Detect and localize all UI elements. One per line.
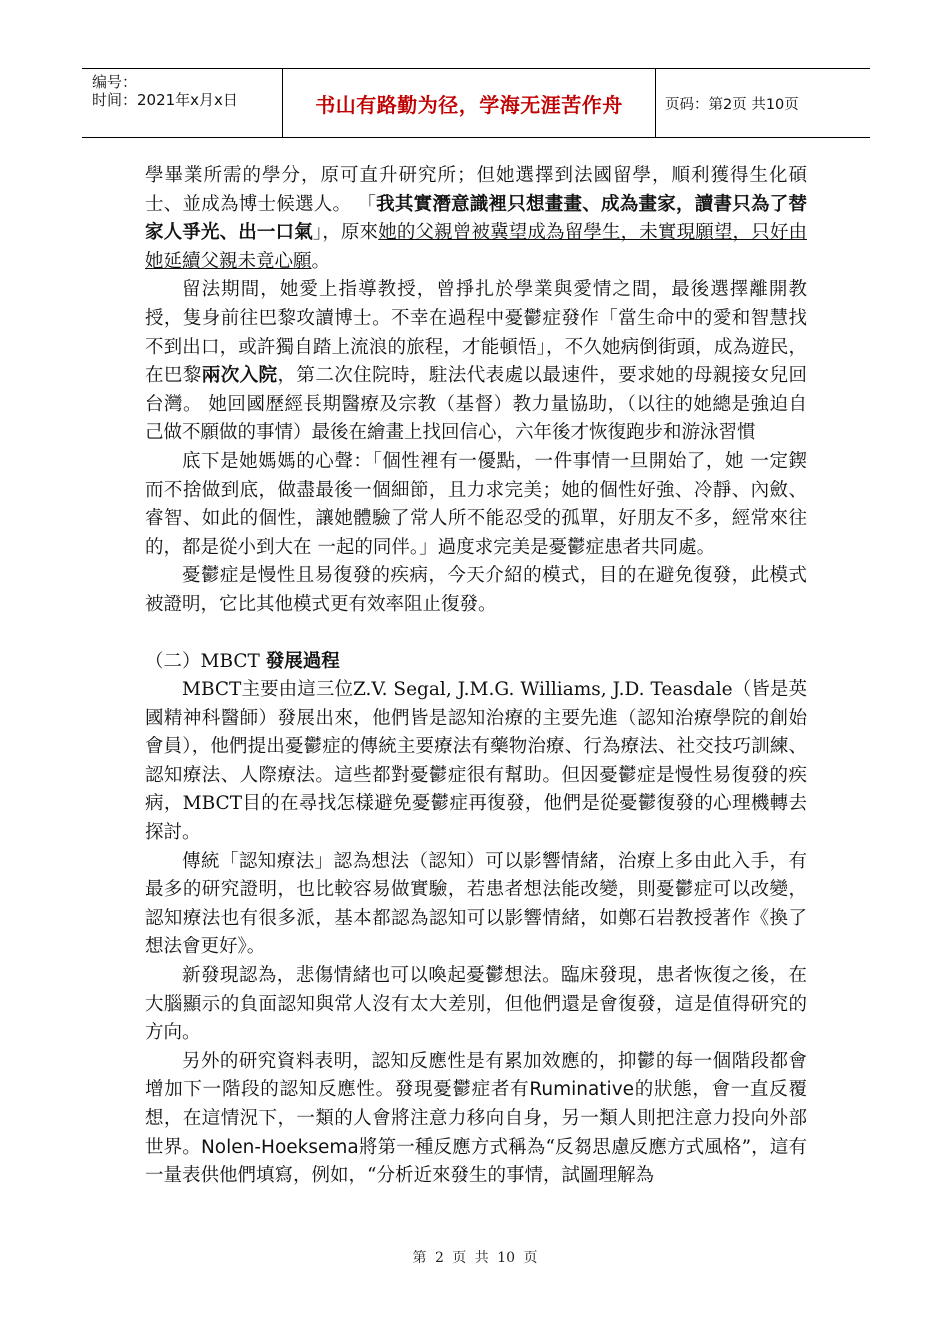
document-body — [145, 162, 807, 1191]
paragraph-7: 新發現認為，悲傷情緒也可以喚起憂鬱想法。臨床發現，患者恢復之後，在大腦顯示的負面認知與常人沒有太大差別，但他們還是會復發，這是值得研究的方向。 — [145, 965, 807, 1044]
p8-term-nolen: Nolen-Hoeksema — [200, 1136, 359, 1158]
paragraph-6: 傳統「認知療法」認為想法（認知）可以影響情緒，治療上多由此入手，有最多的研究證明，也比較容易做實驗，若患者想法能改變，則憂鬱症可以改變，認知療法也有很多派，基本都認為認知可以影響情緒，如鄭石岩教授著作《換了想法會更好》。 — [145, 850, 807, 958]
paragraph-1 — [145, 162, 807, 276]
header-date-label: 时间：2021年x月x日 — [92, 91, 238, 109]
header-page-label: 页码：第2页 共10页 — [665, 96, 799, 113]
p8-text-a: 另外的研究資料表明，認知反應性是有累加效應的，抑鬱的每一個階段都會增加下一階段的認知反應性。發現憂鬱症者有 — [145, 1050, 807, 1101]
p8-text-c: 將第一種反應方式稱為“反芻思慮反應方式風格”，這有一量表供他們填寫，例如，“分析近來發生的事情，試圖理解為 — [145, 1136, 807, 1187]
header-meta — [82, 69, 283, 137]
p1-underlined-text: 她的父親曾被冀望成為留學生，未實現願望，只好由她延續父親未竟心願 — [145, 222, 807, 272]
section-heading — [145, 648, 807, 677]
paragraph-5: MBCT主要由這三位Z.V. Segal, J.M.G. Williams, J.D. Teasdale（皆是英國精神科醫師）發展出來，他們皆是認知治療的主要先進（認知治療學院的創始會員），他們提出憂鬱症的傳統主要療法有藥物治療、行為療法、社交技巧訓練、認知療法、人際療法。這些都對憂鬱症很有幫助。但因憂鬱症是慢性易復發的疾病，MBCT目的在尋找怎樣避免憂鬱症再復發，他們是從憂鬱復發的心理機轉去探討。 — [145, 679, 807, 844]
p1-text-a: 學畢業所需的學分，原可直升研究所；但她選擇到法國留學，順利獲得生化碩士、並成為博士候選人。 「 — [145, 165, 807, 215]
header-motto: 书山有路勤为径，学海无涯苦作舟 — [283, 69, 656, 137]
page-footer: 第 2 页 共 10 页 — [412, 1250, 538, 1266]
page-header — [82, 68, 870, 138]
p2-bold-text: 兩次入院 — [201, 365, 278, 387]
p2-text-a: 留法期間，她愛上指導教授，曾掙扎於學業與愛情之間，最後選擇離開教授，隻身前往巴黎攻讀博士。不幸在過程中憂鬱症發作「當生命中的愛和智慧找不到出口，或許獨自踏上流浪的旅程，才能頓悟」，不久她病倒街頭，成為遊民，在巴黎 — [145, 279, 807, 387]
header-number-label: 编号： — [92, 73, 138, 91]
section-gap — [145, 620, 807, 648]
p8-term-ruminative: Ruminative — [529, 1079, 635, 1101]
p1-text-c: 。 — [311, 250, 331, 272]
p1-bold-quote: 我其實潛意識裡只想畫畫、成為畫家，讀書只為了替家人爭光、出一口氣 — [145, 193, 807, 244]
paragraph-8 — [145, 1048, 807, 1191]
paragraph-2 — [145, 276, 807, 448]
heading-bold: 發展過程 — [265, 650, 340, 672]
p2-text-b: ，第二次住院時，駐法代表處以最速件，要求她的母親接女兒回台灣。 她回國歷經長期醫療及宗教（基督）教力量協助，（以往的她總是強迫自己做不願做的事情）最後在繪畫上找回信心，六年後才恢復跑步和游泳習慣 — [145, 365, 807, 444]
heading-prefix: （二）MBCT — [145, 650, 266, 672]
p1-text-b: 」，原來 — [312, 222, 379, 244]
paragraph-4: 憂鬱症是慢性且易復發的疾病，今天介紹的模式，目的在避免復發，此模式被證明，它比其他模式更有效率阻止復發。 — [145, 565, 807, 615]
p8-text-b: 的狀態，會一直反覆想，在這情況下，一類的人會將注意力移向自身，另一類人則把注意力投向外部世界。 — [145, 1079, 807, 1158]
paragraph-3: 底下是她媽媽的心聲：「個性裡有一優點，一件事情一旦開始了，她 一定鍥而不捨做到底，做盡最後一個細節，且力求完美；她的個性好強、冷靜、內斂、睿智、如此的個性，讓她體驗了常人所不能忍受的孤單，好朋友不多，經常來往的，都是從小到大在 一起的同伴。」過度求完美是憂鬱症患者共同處。 — [145, 450, 807, 558]
